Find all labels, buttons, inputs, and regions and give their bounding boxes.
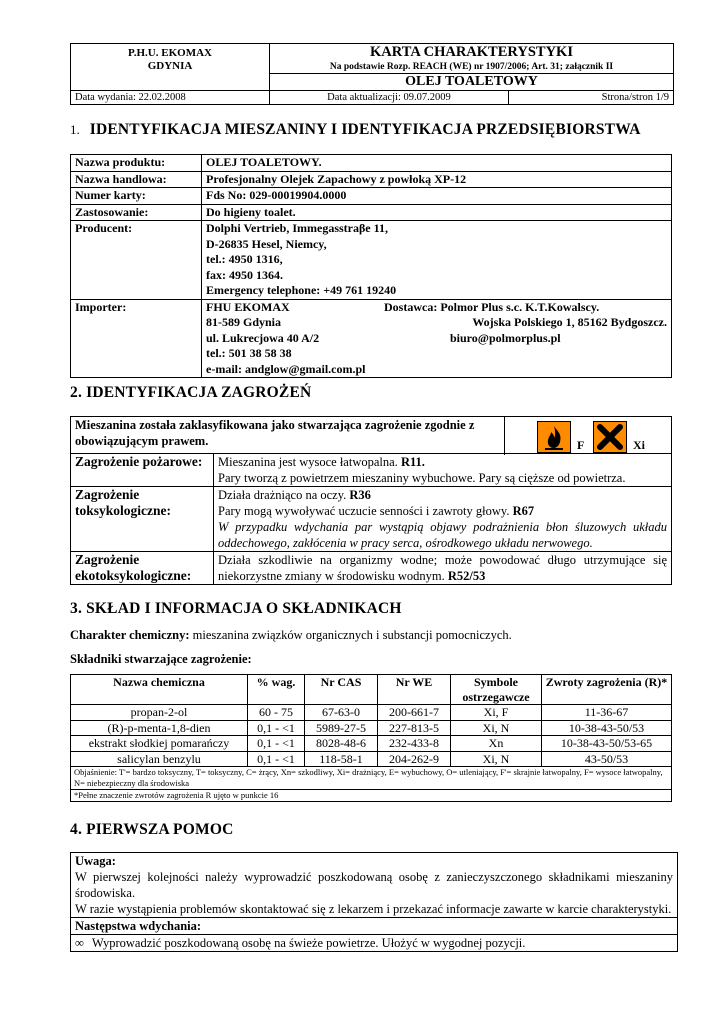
abbreviation-explanation: Objaśnienie: T'= bardzo toksyczny, T= toksyczny, C= żrący, Xn= szkodliwy, Xi= drażniący, E= wybuchowy, O= utleniający, F'= skrajnie łatwopalny, F= wysoce łatwopalny, N= niebezpieczny dla środowiska [71, 767, 672, 790]
product-title: OLEJ TOALETOWY [270, 74, 674, 91]
cell: 8028-48-6 [305, 736, 378, 752]
cell: 204-262-9 [378, 751, 451, 767]
doc-basis: Na podstawie Rozp. REACH (WE) nr 1907/2006; Art. 31; załącznik II [329, 62, 614, 72]
row-value: Fds No: 029-00019904.0000 [202, 188, 672, 205]
cell: Xn [451, 736, 542, 752]
note-paragraph: W pierwszej kolejności należy wyprowadzić poszkodowaną osobę z zanieczyszczonego składnikami mieszaniny środowiska. [75, 870, 673, 900]
hazard-description [214, 487, 672, 552]
row-value: Do higieny toalet. [202, 204, 672, 221]
r-code: R36 [349, 488, 371, 502]
r-code: R52/53 [447, 569, 486, 583]
cell: Xi, N [451, 720, 542, 736]
cell: 11-36-67 [542, 705, 672, 721]
inhalation-label: Następstwa wdychania: [71, 918, 678, 935]
hazard-label: Zagrożenie ekotoksykologiczne: [71, 552, 214, 585]
cell: Xi, N [451, 751, 542, 767]
hazard-line: Pary tworzą z powietrzem mieszaniny wybuchowe. Pary są cięższe od powietrza. [218, 471, 626, 485]
column-header: Symbole ostrzegawcze [451, 675, 542, 705]
company-city: GDYNIA [147, 60, 193, 72]
classification-text [71, 417, 672, 454]
section1-heading [70, 121, 641, 139]
row-value: Profesjonalny Olejek Zapachowy z powłoką XP-12 [202, 171, 672, 188]
row-value: OLEJ TOALETOWY. [202, 155, 672, 172]
table-row [71, 751, 672, 767]
producer-label: Producent: [71, 221, 202, 300]
note-paragraph: W razie wystąpienia problemów skontaktować się z lekarzem i przekazać informacje zawarte w karcie charakterystyki. [75, 902, 672, 916]
section1-title: IDENTYFIKACJA MIESZANINY I IDENTYFIKACJA PRZEDSIĘBIORSTWA [89, 121, 641, 138]
cell: 232-433-8 [378, 736, 451, 752]
importer-row [71, 299, 672, 378]
r-code: R11. [400, 455, 425, 469]
title-cell [270, 44, 674, 74]
row-label: Nazwa handlowa: [71, 171, 202, 188]
column-header: Zwroty zagrożenia (R)* [542, 675, 672, 705]
importer-line: e-mail: andglow@gmail.com.pl [206, 361, 366, 376]
issue-date: Data wydania: 22.02.2008 [71, 91, 270, 105]
producer-details [202, 221, 672, 300]
section3-title: 3. SKŁAD I INFORMACJA O SKŁADNIKACH [70, 600, 402, 617]
section3-heading [70, 600, 402, 618]
producer-line: fax: 4950 1364. [206, 267, 283, 282]
hazard-line: Mieszanina jest wysoce łatwopalna. [218, 455, 398, 469]
supplier-email[interactable]: biuro@polmorplus.pl [450, 330, 561, 345]
cell: (R)-p-menta-1,8-dien [71, 720, 248, 736]
table-row [71, 705, 672, 721]
classification-row [71, 417, 672, 454]
table-row [71, 171, 672, 188]
hazard-description [214, 454, 672, 487]
cell: 5989-27-5 [305, 720, 378, 736]
page-number: Strona/stron 1/9 [509, 91, 674, 105]
classification-statement: Mieszanina została zaklasyfikowana jako stwarzająca zagrożenie zgodnie z obowiązującym prawem. [75, 418, 475, 448]
supplier-line: Wojska Polskiego 1, 85162 Bydgoszcz. [472, 315, 667, 329]
inhalation-instruction [71, 935, 678, 952]
cell: Xi, F [451, 705, 542, 721]
hazard-line: Działa drażniąco na oczy. [218, 488, 347, 502]
chemical-character [70, 628, 512, 643]
cell: 60 - 75 [248, 705, 305, 721]
importer-label: Importer: [71, 299, 202, 378]
cell: salicylan benzylu [71, 751, 248, 767]
r-phrase-footnote: *Pełne znaczenie zwrotów zagrożenia R ujęto w punkcie 16 [71, 790, 672, 802]
doc-title: KARTA CHARAKTERYSTYKI [370, 44, 573, 60]
section1-number: 1. [70, 122, 80, 137]
importer-line: FHU EKOMAX [206, 299, 290, 314]
symbol-xi-label: Xi [633, 438, 645, 452]
column-header: % wag. [248, 675, 305, 705]
product-identification-table [70, 154, 672, 378]
note-row [71, 853, 678, 918]
note-label: Uwaga: [75, 854, 116, 868]
cell: 200-661-7 [378, 705, 451, 721]
hazard-line: Pary mogą wywoływać uczucie senności i zawroty głowy. [218, 504, 510, 518]
table-row [71, 720, 672, 736]
character-label: Charakter chemiczny: [70, 628, 190, 642]
section4-title: 4. PIERWSZA POMOC [70, 821, 234, 838]
cell: 67-63-0 [305, 705, 378, 721]
hazard-row-eco [71, 552, 672, 585]
hazard-line: Działa szkodliwie na organizmy wodne; może powodować długo utrzymujące się niekorzystne zmiany w środowisku wodnym. [218, 553, 667, 583]
cell: 43-50/53 [542, 751, 672, 767]
cell: 227-813-5 [378, 720, 451, 736]
row-label: Numer karty: [71, 188, 202, 205]
explanation-row [71, 767, 672, 790]
hazard-description [214, 552, 672, 585]
first-aid-note [71, 853, 678, 918]
update-date: Data aktualizacji: 09.07.2009 [270, 91, 509, 105]
character-value: mieszanina związków organicznych i substancji pomocniczych. [192, 628, 512, 642]
column-header: Nr CAS [305, 675, 378, 705]
r-code: R67 [512, 504, 535, 518]
table-row [71, 155, 672, 172]
cell: ekstrakt słodkiej pomarańczy [71, 736, 248, 752]
cell: 0,1 - <1 [248, 720, 305, 736]
inhalation-label-row [71, 918, 678, 935]
first-aid-table [70, 852, 678, 952]
importer-line: 81-589 Gdynia [206, 315, 282, 329]
table-row [71, 188, 672, 205]
importer-line: tel.: 501 38 58 38 [206, 346, 292, 360]
producer-line: tel.: 4950 1316, [206, 252, 283, 266]
importer-line: ul. Lukrecjowa 40 A/2 [206, 330, 320, 345]
footnote-row [71, 790, 672, 802]
symbol-f-label: F [577, 438, 585, 452]
producer-line: Dolphi Vertrieb, Immegasstraβe 11, [206, 221, 388, 235]
cell: 10-38-43-50/53-65 [542, 736, 672, 752]
hazard-row-toxic [71, 487, 672, 552]
hazard-table [70, 416, 672, 585]
supplier-line: Dostawca: Polmor Plus s.c. K.T.Kowalscy. [384, 299, 600, 314]
section2-heading [70, 384, 311, 402]
column-header: Nr WE [378, 675, 451, 705]
hazard-label: Zagrożenie toksykologiczne: [71, 487, 214, 552]
hazard-row-fire [71, 454, 672, 487]
company-cell [71, 44, 270, 91]
cell: 0,1 - <1 [248, 751, 305, 767]
table-header-row [71, 675, 672, 705]
document-header [70, 43, 674, 105]
table-row [71, 204, 672, 221]
irritant-cross-icon [593, 421, 627, 453]
cell: 0,1 - <1 [248, 736, 305, 752]
row-label: Nazwa produktu: [71, 155, 202, 172]
row-label: Zastosowanie: [71, 204, 202, 221]
inhalation-text: Wyprowadzić poszkodowaną osobę na świeże powietrze. Ułożyć w wygodnej pozycji. [91, 936, 526, 950]
cell: 118-58-1 [305, 751, 378, 767]
producer-row [71, 221, 672, 300]
section4-heading [70, 821, 233, 839]
inhalation-row [71, 935, 678, 952]
components-table [70, 674, 672, 802]
producer-line: Emergency telephone: +49 761 19240 [206, 283, 397, 297]
components-label: Składniki stwarzające zagrożenie: [70, 652, 252, 666]
producer-line: D-26835 Hesel, Niemcy, [206, 236, 327, 251]
importer-details [202, 299, 672, 378]
cell: propan-2-ol [71, 705, 248, 721]
hazard-italic-note: W przypadku wdychania par wystąpią objawy podrażnienia błon śluzowych układu oddechowego, zakłócenia w pracy serca, ośrodkowego układu nerwowego. [218, 520, 667, 550]
table-row [71, 736, 672, 752]
section2-title: 2. IDENTYFIKACJA ZAGROŻEŃ [70, 384, 312, 401]
company-name: P.H.U. EKOMAX [128, 47, 212, 59]
cell: 10-38-43-50/53 [542, 720, 672, 736]
column-header: Nazwa chemiczna [71, 675, 248, 705]
hazard-symbols [504, 417, 671, 455]
flame-icon [537, 421, 571, 453]
hazard-label: Zagrożenie pożarowe: [71, 454, 214, 487]
bullet-icon: ∞ [75, 936, 84, 950]
